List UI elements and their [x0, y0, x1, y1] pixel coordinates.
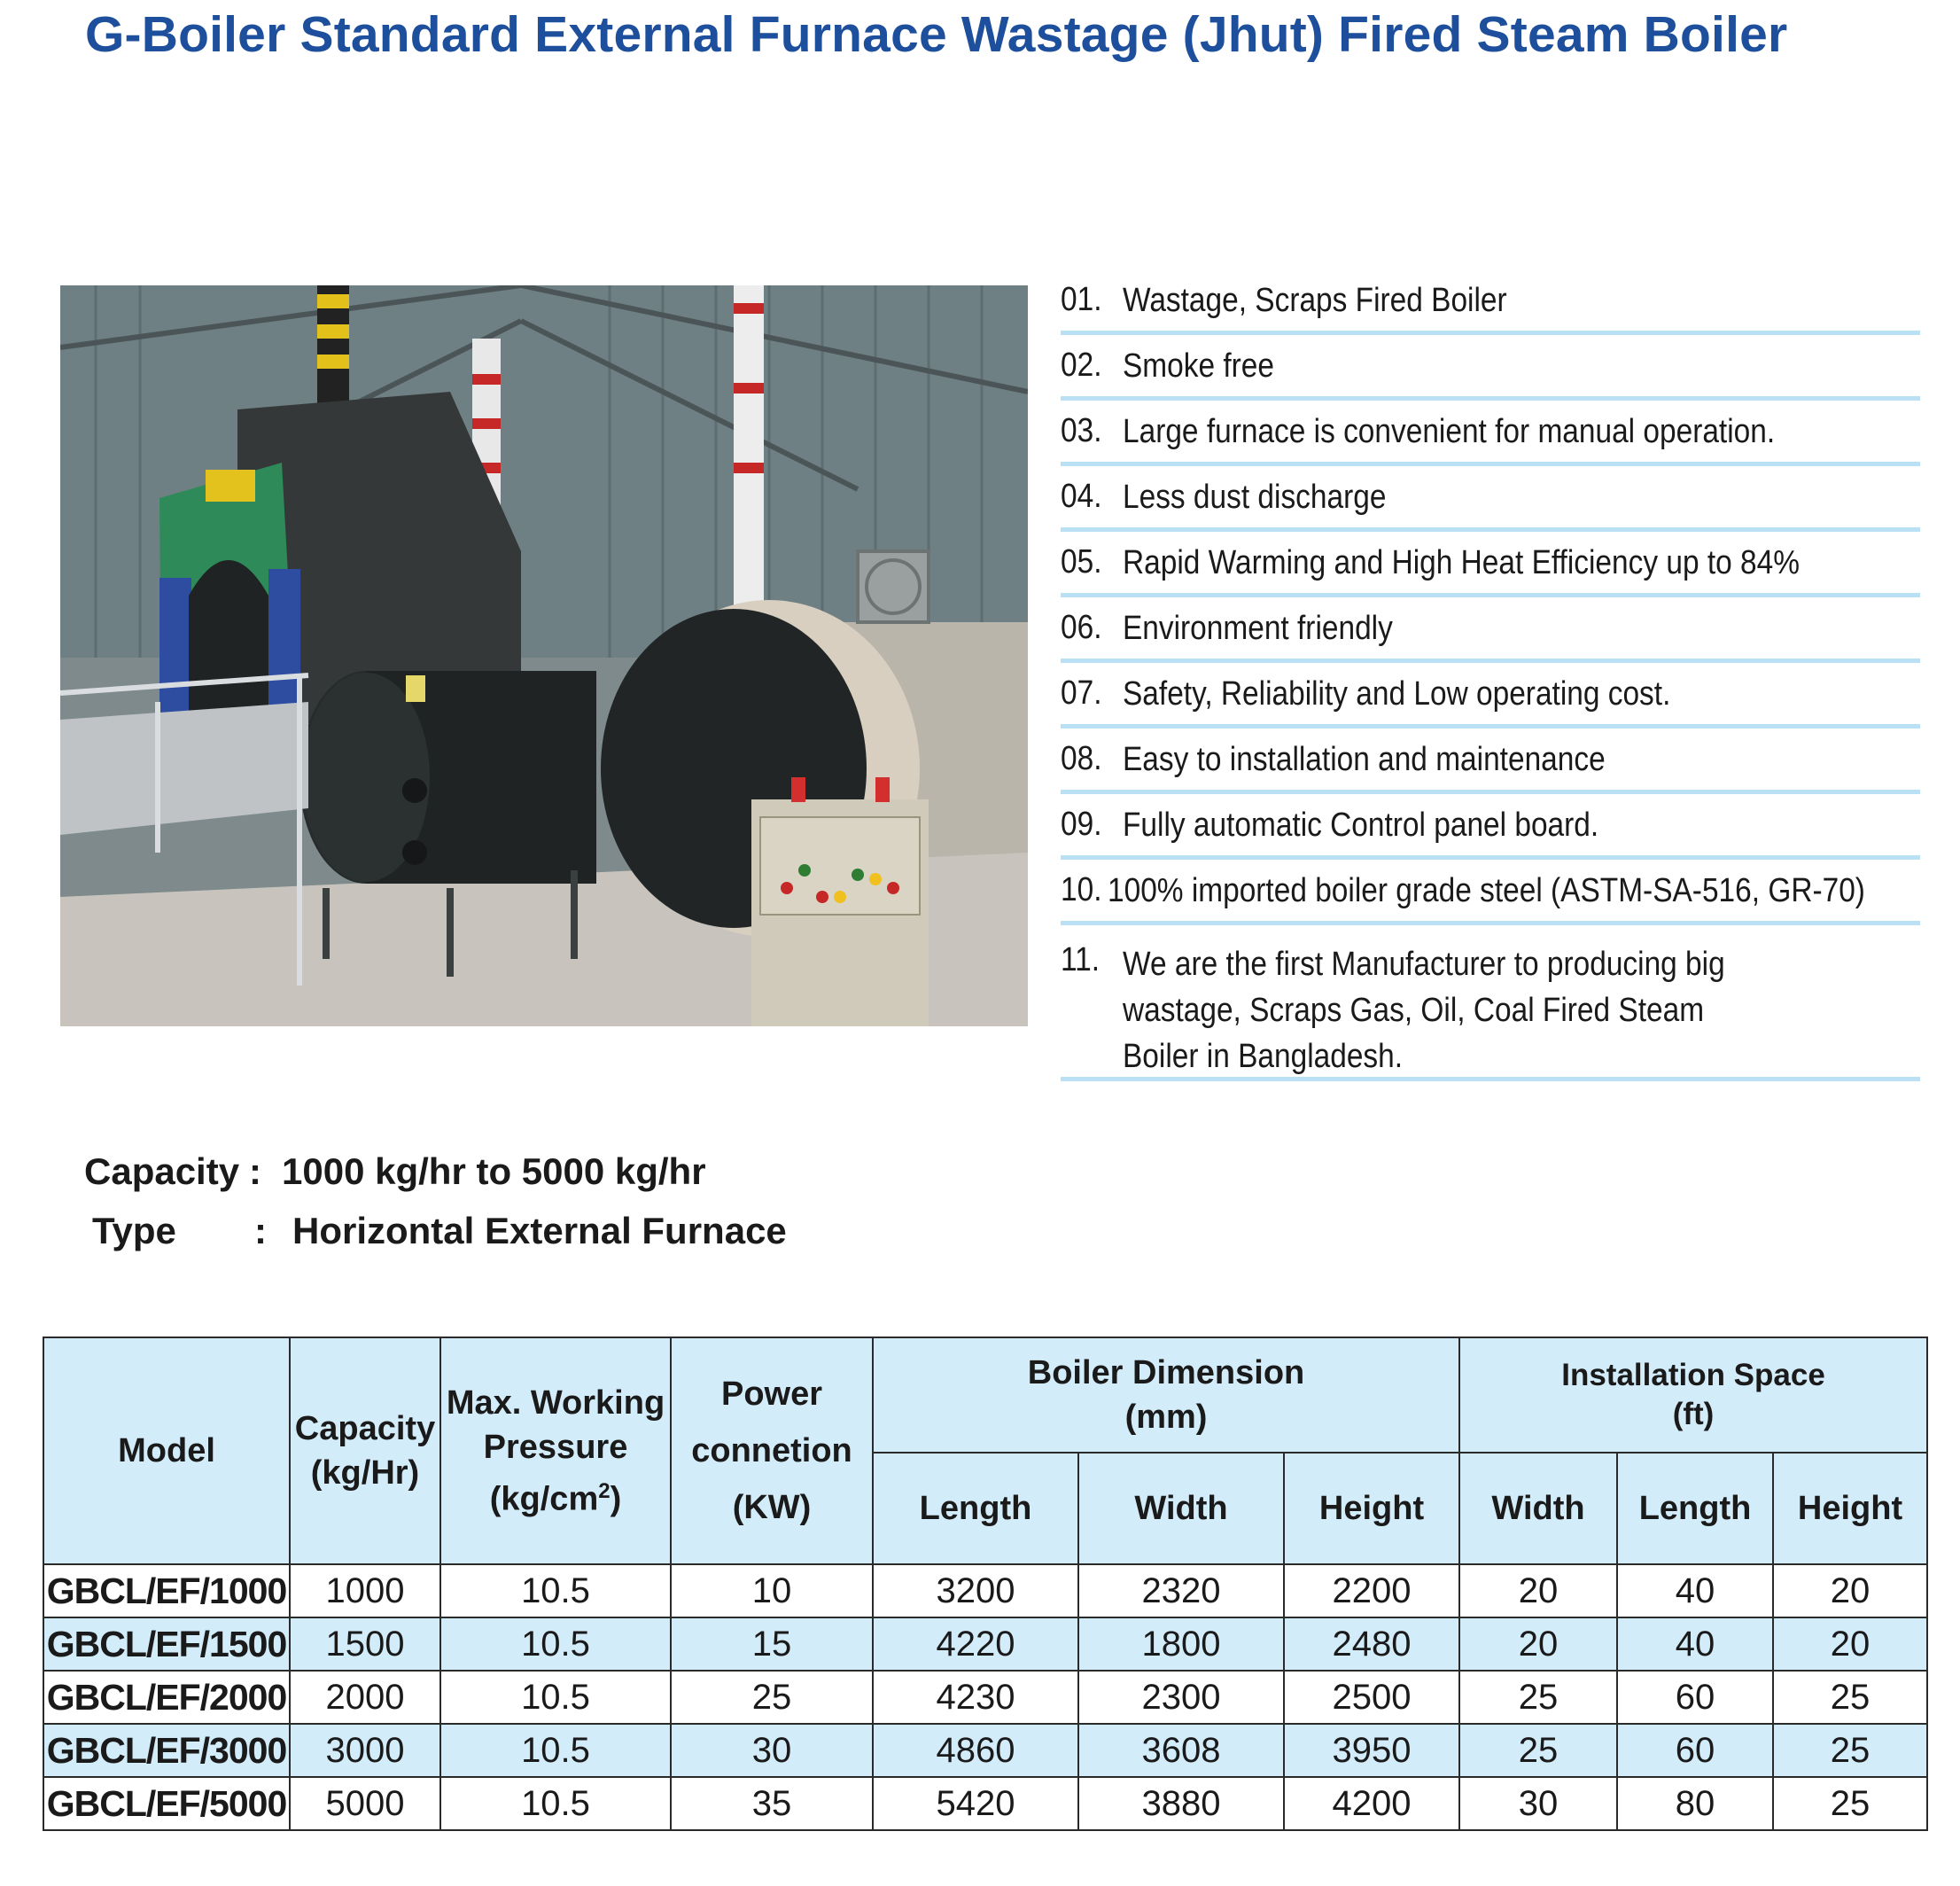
- cell-boiler-height: 3950: [1284, 1724, 1459, 1777]
- header-boiler-height: Height: [1284, 1453, 1459, 1564]
- feature-text: Large furnace is convenient for manual operation.: [1123, 412, 1776, 450]
- cell-boiler-height: 4200: [1284, 1777, 1459, 1830]
- cell-install-length: 40: [1617, 1617, 1773, 1671]
- cell-capacity: 3000: [290, 1724, 440, 1777]
- cell-install-height: 25: [1773, 1724, 1927, 1777]
- feature-number: 07.: [1061, 674, 1102, 712]
- cell-install-width: 30: [1459, 1777, 1617, 1830]
- cell-boiler-length: 3200: [873, 1564, 1078, 1617]
- feature-text: Wastage, Scraps Fired Boiler: [1123, 281, 1507, 319]
- cell-model: GBCL/EF/2000: [43, 1671, 290, 1724]
- cell-boiler-length: 5420: [873, 1777, 1078, 1830]
- page-title: G-Boiler Standard External Furnace Wastage (Jhut) Fired Steam Boiler: [85, 6, 1788, 63]
- cell-boiler-height: 2500: [1284, 1671, 1459, 1724]
- type-separator: :: [254, 1210, 267, 1251]
- header-pressure-line2: Pressure: [483, 1428, 628, 1466]
- capacity-label: Capacity: [84, 1150, 240, 1192]
- feature-number: 02.: [1061, 347, 1102, 384]
- cell-install-width: 20: [1459, 1564, 1617, 1617]
- feature-number: 03.: [1061, 412, 1102, 449]
- cell-install-height: 20: [1773, 1564, 1927, 1617]
- cell-capacity: 5000: [290, 1777, 440, 1830]
- cell-install-height: 20: [1773, 1617, 1927, 1671]
- header-pressure-unit: [441, 1469, 670, 1522]
- feature-number: 05.: [1061, 543, 1102, 581]
- cell-power: 35: [671, 1777, 873, 1830]
- feature-text: Fully automatic Control panel board.: [1123, 806, 1599, 844]
- table-row: [43, 1777, 1927, 1830]
- cell-install-length: 80: [1617, 1777, 1773, 1830]
- cell-power: 15: [671, 1617, 873, 1671]
- cell-boiler-width: 1800: [1078, 1617, 1284, 1671]
- header-pressure: [440, 1337, 671, 1564]
- cell-model: GBCL/EF/1000: [43, 1564, 290, 1617]
- cell-boiler-length: 4860: [873, 1724, 1078, 1777]
- cell-install-width: 25: [1459, 1671, 1617, 1724]
- header-pressure-superscript: 2: [598, 1478, 611, 1503]
- feature-list: [1061, 269, 1920, 1081]
- header-model: Model: [43, 1337, 290, 1564]
- list-item: [1061, 663, 1920, 729]
- feature-text: Smoke free: [1123, 347, 1274, 385]
- cell-power: 10: [671, 1564, 873, 1617]
- cell-install-length: 60: [1617, 1671, 1773, 1724]
- list-item: [1061, 335, 1920, 401]
- cell-install-height: 25: [1773, 1671, 1927, 1724]
- list-item: [1061, 860, 1920, 925]
- list-item: [1061, 401, 1920, 466]
- cell-boiler-height: 2480: [1284, 1617, 1459, 1671]
- cell-pressure: 10.5: [440, 1617, 671, 1671]
- header-installation-space: Installation Space (ft): [1459, 1337, 1927, 1453]
- feature-number: 06.: [1061, 609, 1102, 646]
- cell-pressure: 10.5: [440, 1777, 671, 1830]
- header-pressure-unit-text: (kg/cm: [489, 1480, 599, 1518]
- header-install-height: Height: [1773, 1453, 1927, 1564]
- header-install-length: Length: [1617, 1453, 1773, 1564]
- header-capacity: Capacity (kg/Hr): [290, 1337, 440, 1564]
- capacity-separator: :: [249, 1150, 261, 1192]
- header-pressure-line1: Max. Working: [446, 1383, 665, 1422]
- header-boiler-length: Length: [873, 1453, 1078, 1564]
- list-item: [1061, 925, 1920, 1081]
- type-value: Horizontal External Furnace: [292, 1210, 787, 1251]
- feature-number: 04.: [1061, 478, 1102, 515]
- list-item: [1061, 597, 1920, 663]
- feature-number: 09.: [1061, 806, 1102, 843]
- cell-install-width: 25: [1459, 1724, 1617, 1777]
- cell-boiler-width: 3880: [1078, 1777, 1284, 1830]
- cell-capacity: 1000: [290, 1564, 440, 1617]
- cell-model: GBCL/EF/5000: [43, 1777, 290, 1830]
- header-power: Power connetion (KW): [671, 1337, 873, 1564]
- list-item: [1061, 269, 1920, 335]
- list-item: [1061, 466, 1920, 532]
- cell-power: 25: [671, 1671, 873, 1724]
- table-row: [43, 1564, 1927, 1617]
- feature-number: 10.: [1061, 871, 1102, 908]
- capacity-value: 1000 kg/hr to 5000 kg/hr: [282, 1150, 706, 1192]
- feature-number: 11.: [1061, 941, 1101, 978]
- cell-install-width: 20: [1459, 1617, 1617, 1671]
- list-item: [1061, 794, 1920, 860]
- feature-text: 100% imported boiler grade steel (ASTM-SA-516, GR-70): [1107, 871, 1865, 909]
- list-item: [1061, 729, 1920, 794]
- feature-text: Safety, Reliability and Low operating cost.: [1123, 674, 1671, 713]
- cell-install-length: 40: [1617, 1564, 1773, 1617]
- type-label: Type: [92, 1210, 176, 1251]
- table-row: [43, 1617, 1927, 1671]
- cell-install-height: 25: [1773, 1777, 1927, 1830]
- feature-text: We are the first Manufacturer to producing big wastage, Scraps Gas, Oil, Coal Fired Steam Boiler in Bangladesh.: [1123, 946, 1725, 1075]
- feature-number: 01.: [1061, 281, 1102, 318]
- header-install-width: Width: [1459, 1453, 1617, 1564]
- cell-pressure: 10.5: [440, 1671, 671, 1724]
- feature-text: Easy to installation and maintenance: [1123, 740, 1606, 778]
- feature-text: Less dust discharge: [1123, 478, 1387, 516]
- boiler-illustration: [60, 285, 1028, 1026]
- cell-pressure: 10.5: [440, 1724, 671, 1777]
- header-boiler-width: Width: [1078, 1453, 1284, 1564]
- cell-power: 30: [671, 1724, 873, 1777]
- cell-boiler-length: 4220: [873, 1617, 1078, 1671]
- table-row: [43, 1671, 1927, 1724]
- cell-boiler-height: 2200: [1284, 1564, 1459, 1617]
- table-row: [43, 1724, 1927, 1777]
- list-item: [1061, 532, 1920, 597]
- feature-number: 08.: [1061, 740, 1102, 777]
- specification-table: [43, 1337, 1928, 1831]
- cell-capacity: 1500: [290, 1617, 440, 1671]
- cell-model: GBCL/EF/1500: [43, 1617, 290, 1671]
- cell-boiler-width: 2300: [1078, 1671, 1284, 1724]
- cell-install-length: 60: [1617, 1724, 1773, 1777]
- cell-model: GBCL/EF/3000: [43, 1724, 290, 1777]
- feature-text: Environment friendly: [1123, 609, 1393, 647]
- boiler-photo: [60, 285, 1028, 1026]
- feature-text: Rapid Warming and High Heat Efficiency up to 84%: [1123, 543, 1800, 581]
- cell-boiler-length: 4230: [873, 1671, 1078, 1724]
- header-pressure-close: ): [610, 1480, 622, 1518]
- cell-pressure: 10.5: [440, 1564, 671, 1617]
- cell-boiler-width: 3608: [1078, 1724, 1284, 1777]
- cell-capacity: 2000: [290, 1671, 440, 1724]
- cell-boiler-width: 2320: [1078, 1564, 1284, 1617]
- header-boiler-dimension: Boiler Dimension (mm): [873, 1337, 1459, 1453]
